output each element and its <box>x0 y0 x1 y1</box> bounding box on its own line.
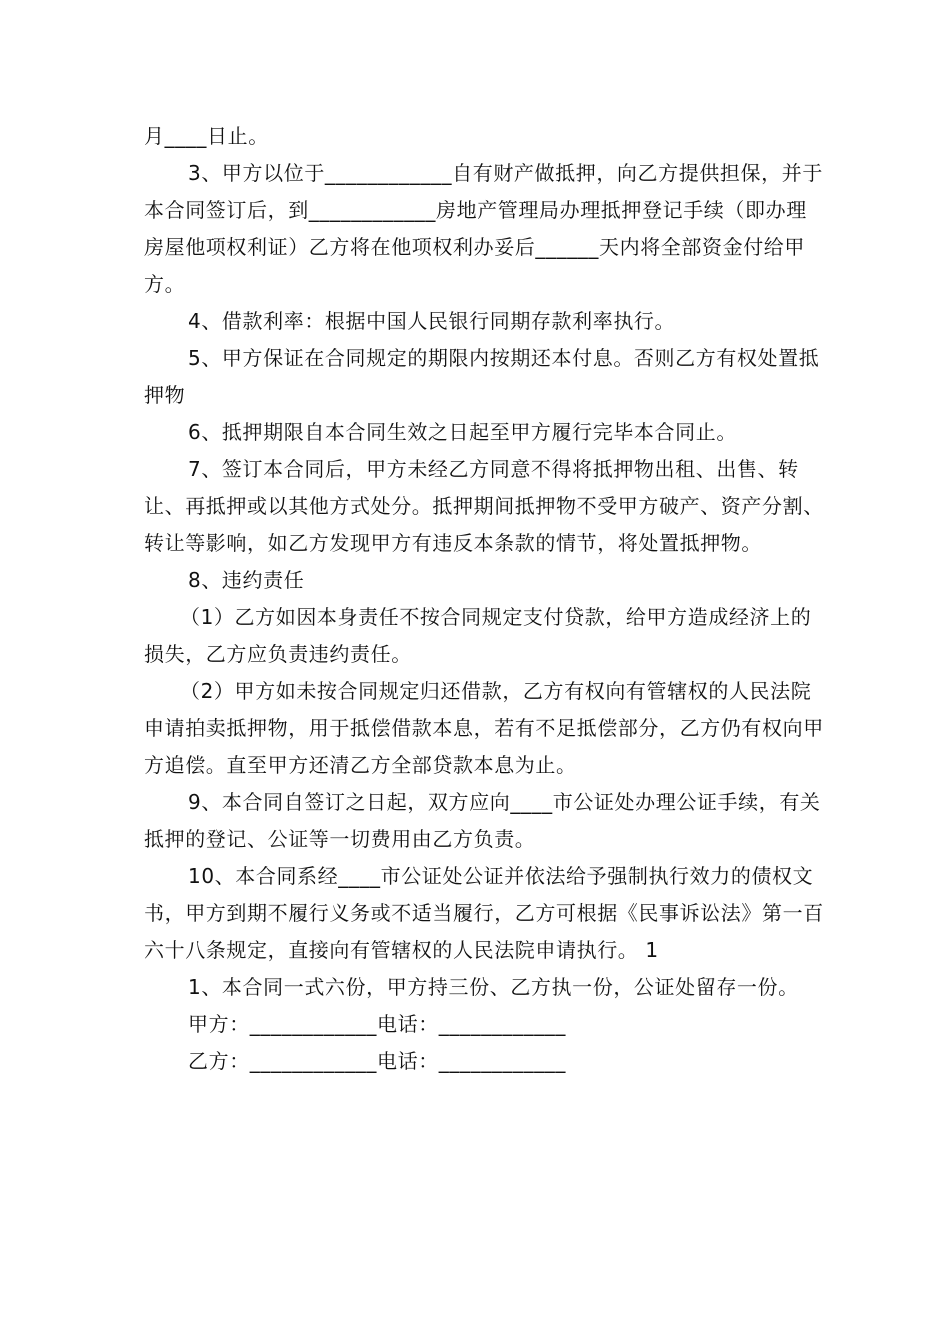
clause-7-restrictions: 7、签订本合同后，甲方未经乙方同意不得将抵押物出租、出售、转让、再抵押或以其他方式处分。抵押期间抵押物不受甲方破产、资产分割、转让等影响，如乙方发现甲方有违反本条款的情节，将处置抵押物。 <box>144 457 824 555</box>
clause-8-item-2: （2）甲方如未按合同规定归还借款，乙方有权向有管辖权的人民法院申请拍卖抵押物，用于抵偿借款本息，若有不足抵偿部分，乙方仍有权向甲方追偿。直至甲方还清乙方全部贷款本息为止。 <box>144 679 824 777</box>
clause-8-item-1: （1）乙方如因本身责任不按合同规定支付贷款，给甲方造成经济上的损失，乙方应负责违约责任。 <box>144 605 812 666</box>
signature-party-b: 乙方：____________电话：____________ <box>188 1049 566 1073</box>
clause-4-interest-rate: 4、借款利率：根据中国人民银行同期存款利率执行。 <box>188 309 676 333</box>
clause-10-enforcement: 10、本合同系经____市公证处公证并依法给予强制执行效力的债权文书，甲方到期不履行义务或不适当履行，乙方可根据《民事诉讼法》第一百六十八条规定，直接向有管辖权的人民法院申请执行。 1 <box>144 864 824 962</box>
signature-party-a: 甲方：____________电话：____________ <box>188 1012 566 1036</box>
paragraph-date-end: 月____日止。 <box>144 124 269 148</box>
clause-6-mortgage-term: 6、抵押期限自本合同生效之日起至甲方履行完毕本合同止。 <box>188 420 737 444</box>
clause-copies: 1、本合同一式六份，甲方持三份、乙方执一份，公证处留存一份。 <box>188 975 799 999</box>
document-body <box>144 118 824 1080</box>
clause-9-notarization: 9、本合同自签订之日起，双方应向____市公证处办理公证手续，有关抵押的登记、公证等一切费用由乙方负责。 <box>144 790 821 851</box>
clause-3-collateral: 3、甲方以位于____________自有财产做抵押，向乙方提供担保，并于本合同签订后，到____________房地产管理局办理抵押登记手续（即办理房屋他项权利证）乙方将在他项权利办妥后______天内将全部资金付给甲方。 <box>144 161 823 296</box>
clause-5-repayment: 5、甲方保证在合同规定的期限内按期还本付息。否则乙方有权处置抵押物 <box>144 346 820 407</box>
clause-8-heading: 8、违约责任 <box>188 568 305 592</box>
